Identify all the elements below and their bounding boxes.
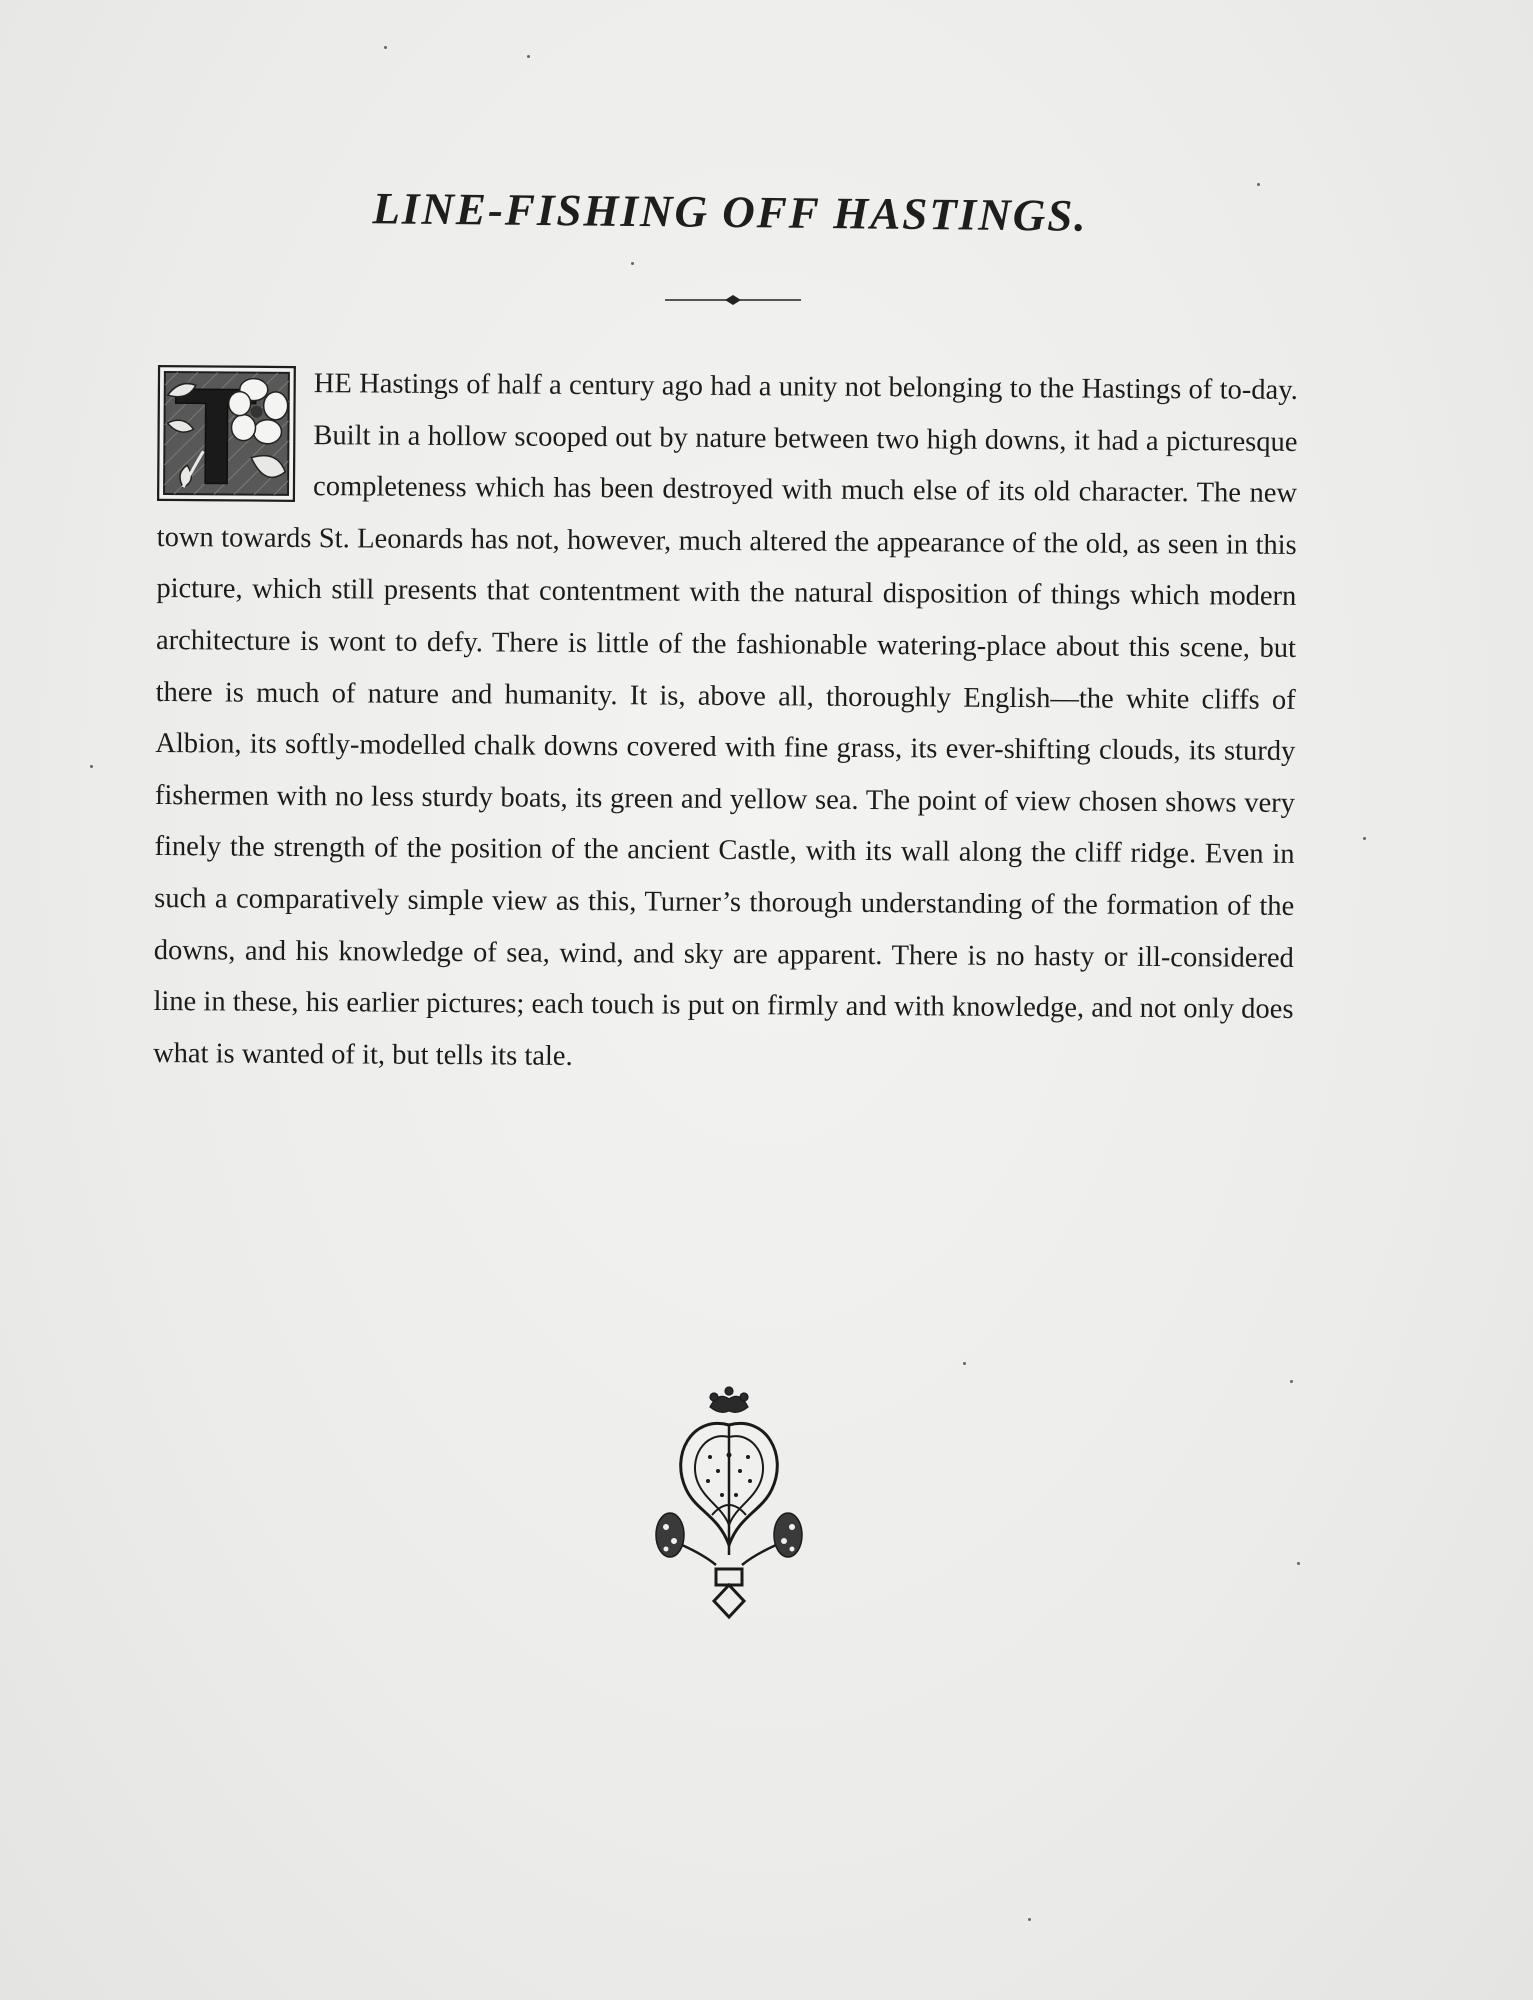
paper-speck (963, 1362, 966, 1365)
body-paragraph (153, 357, 1298, 1087)
first-word-rest: HE (313, 368, 352, 400)
paper-speck (631, 262, 634, 265)
page-title: LINE-FISHING OFF HASTINGS. (372, 183, 1088, 241)
paper-speck (384, 46, 387, 49)
paper-speck (90, 765, 93, 768)
paper-speck (1363, 837, 1366, 840)
fleuron-tailpiece-icon (652, 1385, 806, 1625)
floral-initial-t-icon (157, 365, 296, 502)
paper-speck (527, 55, 530, 58)
body-text: Hastings of half a century ago had a unity not belonging to the Hastings of to-day. Built in a hollow scooped out by nature between two high downs, it had a picturesque completeness which has been destroyed with much else of its old character. The new town towards St. Leonards has not, however, much altered the appearance of the old, as seen in this picture, which still presents that contentment with the natural disposition of things which modern architecture is wont to defy. There is little of the fashionable watering-place about this scene, but there is much of nature and humanity. It is, above all, thoroughly English—the white cliffs of Albion, its softly-modelled chalk downs covered with fine grass, its ever-shifting clouds, its sturdy fishermen with no less sturdy boats, its green and yellow sea. The point of view chosen shows very finely the strength of the position of the ancient Castle, with its wall along the cliff ridge. Even in such a comparatively simple view as this, Turner’s thorough understanding of the formation of the downs, and his knowledge of sea, wind, and sky are apparent. There is no hasty or ill-considered line in these, his earlier pictures; each touch is put on firmly and with knowledge, and not only does what is wanted of it, but tells its tale. (153, 368, 1298, 1072)
paper-speck (1028, 1918, 1031, 1921)
paper-speck (1290, 1380, 1293, 1383)
paper-speck (1257, 183, 1260, 186)
paper-speck (1297, 1562, 1300, 1565)
diamond-rule-icon (665, 293, 801, 307)
